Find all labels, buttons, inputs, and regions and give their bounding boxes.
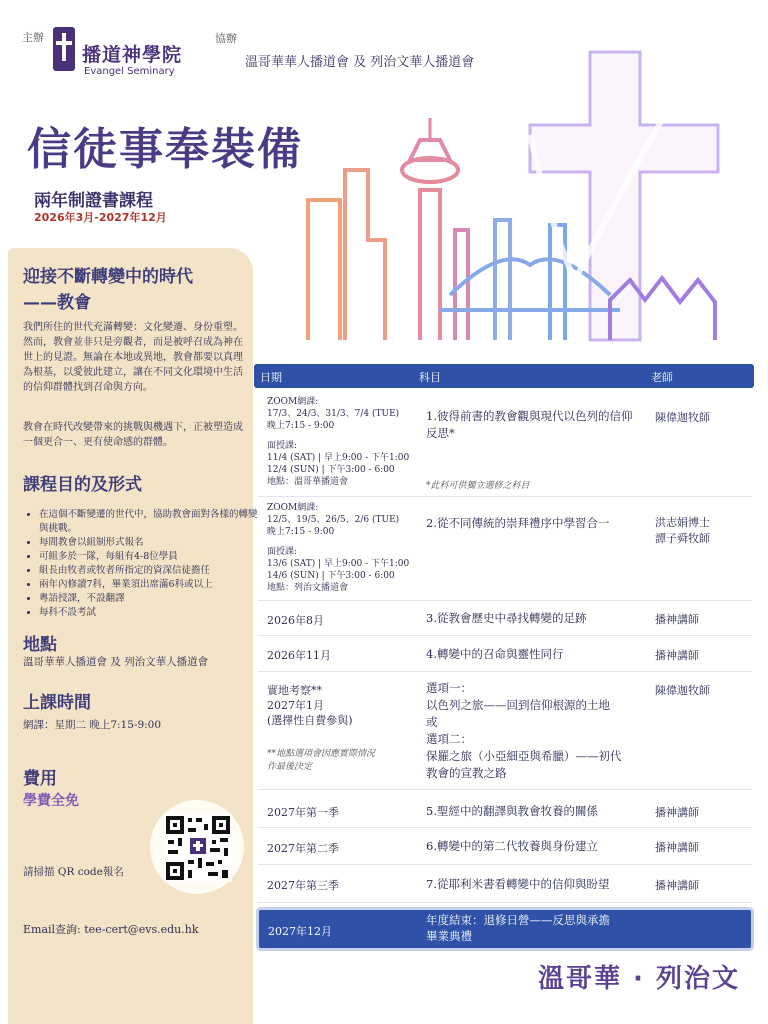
row8-teacher: 播神講師 — [655, 879, 699, 892]
row3-subject: 3.從教會歷史中尋找轉變的足跡 — [426, 611, 587, 625]
footer-brand: 溫哥華 · 列治文 — [538, 964, 740, 994]
fee-heading: 費用 — [23, 769, 57, 789]
course-period: 2026年3月-2027年12月 — [34, 211, 167, 224]
row8-subject: 7.從耶利米書看轉變中的信仰與盼望 — [426, 877, 610, 891]
row6-subject: 5.聖經中的翻譯與教會牧養的關係 — [426, 804, 598, 818]
qr-label: 請掃描 QR code報名 — [23, 866, 124, 878]
seminary-logo — [53, 27, 75, 71]
row6-date: 2027年第一季 — [267, 806, 339, 819]
schedule-text: 網課：星期二 晚上7:15-9:00 — [23, 719, 162, 731]
objectives-heading: 課程目的及形式 — [23, 475, 142, 495]
list-item: • 兩年內修讀7科，畢業須出席滿6科或以上 — [39, 578, 259, 592]
course-subtitle: 兩年制證書課程 — [34, 191, 153, 211]
intro-heading-line1: 迎接不斷轉變中的時代 — [23, 267, 193, 287]
row2-subject: 2.從不同傳統的崇拜禮序中學習合一 — [426, 516, 610, 530]
city-skyline-cross-illustration — [290, 40, 768, 360]
list-item: • 粵語授課，不設翻譯 — [39, 592, 259, 606]
list-item: • 每科不設考試 — [39, 606, 259, 620]
co-host-label: 協辦 — [215, 32, 237, 45]
qr-code-icon[interactable] — [164, 814, 232, 882]
row4-date: 2026年11月 — [267, 649, 331, 662]
row1-subject: 1.彼得前書的教會觀與現代以色列的信仰反思* — [426, 409, 633, 440]
row2-date-block: ZOOM網課: 12/5、19/5、26/5、2/6 (TUE) 晚上7:15 - 9:00 面授課: 13/6 (SAT) | 早上9:00 - 下午1:00 14/6 (SUN) | 下午3:00 - 6:00 地點：列治文播道會 — [267, 503, 410, 593]
schedule-heading: 上課時間 — [23, 693, 91, 713]
host-name-en: Evangel Seminary — [84, 66, 175, 77]
host-name-zh: 播道神學院 — [82, 44, 183, 66]
row9-date: 2027年12月 — [268, 925, 332, 938]
row9-subject: 年度結束：退修日營——反思與承擔 畢業典禮 — [426, 913, 610, 943]
row1-date-block: ZOOM網課: 17/3、24/3、31/3、7/4 (TUE) 晚上7:15 - 9:00 面授課: 11/4 (SAT) | 早上9:00 - 下午1:00 12/4 (SUN) | 下午3:00 - 6:00 地點：溫哥華播道會 — [267, 397, 410, 487]
header-date: 日期 — [260, 371, 282, 384]
row4-subject: 4.轉變中的召命與靈性同行 — [426, 647, 564, 661]
list-item: • 每間教會以組制形式報名 — [39, 536, 259, 550]
row3-teacher: 播神講師 — [655, 613, 699, 626]
fee-text: 學費全免 — [23, 793, 79, 809]
row1-note: *此科可供獨立選修之科目 — [426, 481, 530, 491]
row8-date: 2027年第三季 — [267, 879, 339, 892]
header-teacher: 老師 — [651, 371, 673, 384]
row5-options: 選項一： 以色列之旅——回到信仰根源的土地 或 選項二： 保羅之旅（小亞細亞與希臘）——初代 教會的宣教之路 — [426, 681, 622, 780]
host-label: 主辦 — [22, 31, 44, 44]
list-item: • 在這個不斷變遷的世代中，協助教會面對各樣的轉變與挑戰。 — [39, 508, 259, 536]
cross-logo-icon — [53, 27, 75, 71]
row7-subject: 6.轉變中的第二代牧養與身份建立 — [426, 839, 598, 853]
schedule-table-header — [254, 364, 754, 388]
intro-heading-line2: ——教會 — [23, 293, 91, 313]
row6-teacher: 播神講師 — [655, 806, 699, 819]
row7-teacher: 播神講師 — [655, 841, 699, 854]
row2-teachers: 洪志娟博士 譚子舜牧師 — [655, 516, 710, 545]
row4-teacher: 播神講師 — [655, 649, 699, 662]
main-title: 信徒事奉裝備 — [27, 124, 303, 175]
intro-paragraph-2: 教會在時代改變帶來的挑戰與機遇下，正被塑造成一個更合一、更有使命感的群體。 — [23, 422, 243, 448]
co-host-names: 溫哥華華人播道會 及 列治文華人播道會 — [245, 55, 475, 70]
intro-paragraph-1: 我們所住的世代充滿轉變：文化變遷、身份重塑。然而，教會並非只是旁觀者，而是被呼召成為神在世上的見證。無論在本地或異地，教會都要以真理為根基，以愛彼此建立，讓在不同文化環境中生活的信仰群體找到召命與方向。 — [23, 322, 243, 393]
location-heading: 地點 — [23, 635, 57, 655]
objectives-list — [23, 508, 259, 620]
row5-date-block: 實地考察** 2027年1月 (選擇性自費參與) — [267, 684, 353, 727]
list-item: • 組長由牧者或牧者所指定的資深信徒擔任 — [39, 564, 259, 578]
row7-date: 2027年第二季 — [267, 842, 339, 855]
row3-date: 2026年8月 — [267, 614, 324, 627]
row5-note: **地點選項會因應實際情況 作最後決定 — [267, 749, 376, 772]
header-subject: 科目 — [419, 371, 441, 384]
row1-teacher: 陳偉迦牧師 — [655, 411, 710, 424]
row5-teacher: 陳偉迦牧師 — [655, 684, 710, 697]
location-text: 溫哥華華人播道會 及 列治文華人播道會 — [23, 656, 209, 668]
list-item: • 可組多於一隊，每組有4-8位學員 — [39, 550, 259, 564]
contact-email[interactable]: Email查詢: tee-cert@evs.edu.hk — [23, 923, 199, 936]
